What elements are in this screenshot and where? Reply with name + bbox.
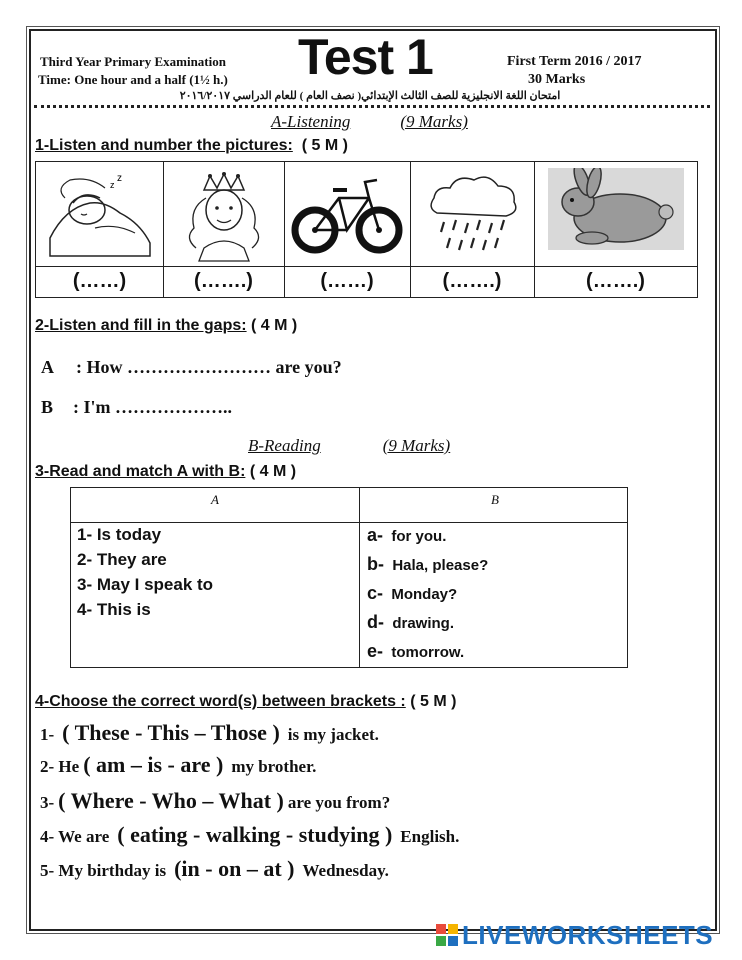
match-b-item-c: c- Monday? <box>367 583 458 603</box>
liveworksheets-mark-icon <box>436 924 458 946</box>
picture-cell-3 <box>284 162 411 297</box>
match-table <box>70 487 628 668</box>
blank-1[interactable]: (……) <box>72 270 127 292</box>
test-title: Test 1 <box>298 29 433 85</box>
total-marks: 30 Marks <box>528 72 586 87</box>
section-reading-title: B-Reading (9 Marks) <box>248 436 451 455</box>
q4-heading: 4-Choose the correct word(s) between brackets : ( 5 M ) <box>35 693 457 710</box>
blank-5[interactable]: (…….) <box>586 270 645 292</box>
svg-text:z: z <box>116 173 122 184</box>
match-a-item-2: 2- They are <box>77 550 167 569</box>
picture-cell-2 <box>163 162 285 297</box>
match-b-item-b: b- Hala, please? <box>367 554 489 574</box>
match-b-item-d: d- drawing. <box>367 612 455 632</box>
svg-text:z: z <box>109 180 114 190</box>
rain-cloud-icon <box>422 168 522 258</box>
blank-2[interactable]: (…….) <box>194 270 253 292</box>
blank-4[interactable]: (…….) <box>442 270 502 292</box>
arabic-header: امتحان اللغة الانجليزية للصف الثالث الإبتدائي( نصف العام ) للعام الدراسي ٢٠١٦/٢٠١٧ <box>179 90 561 102</box>
blank-3[interactable]: (……) <box>320 270 374 292</box>
choose-item-2[interactable]: 2- He ( am – is - are ) my brother. <box>40 752 317 777</box>
princess-crown-icon <box>174 168 274 263</box>
fill-line-b[interactable]: B : I'm ……………….. <box>41 397 233 417</box>
liveworksheets-logo <box>436 919 714 950</box>
choose-item-1[interactable]: 1- ( These - This – Those ) is my jacket. <box>40 720 379 745</box>
pictures-table <box>35 161 698 298</box>
sleeping-child-icon <box>45 168 155 258</box>
q1-heading: 1-Listen and number the pictures: ( 5 M ) <box>35 137 348 154</box>
bicycle-icon <box>291 168 403 258</box>
match-a-item-1: 1- Is today <box>77 525 162 544</box>
q3-heading: 3-Read and match A with B: ( 4 M ) <box>35 463 297 480</box>
match-b-item-a: a- for you. <box>367 525 447 545</box>
choose-item-4[interactable]: 4- We are ( eating - walking - studying ) English. <box>40 822 460 847</box>
choose-item-5[interactable]: 5- My birthday is (in - on – at ) Wednesday. <box>40 856 389 881</box>
col-a-header: A <box>211 492 219 507</box>
choose-item-3[interactable]: 3- ( Where - Who – What ) are you from? <box>40 788 391 813</box>
term: First Term 2016 / 2017 <box>507 54 642 69</box>
logo-text: LIVEWORKSHEETS <box>462 919 714 950</box>
rabbit-icon <box>548 168 684 250</box>
q2-heading: 2-Listen and fill in the gaps: ( 4 M ) <box>35 317 298 334</box>
exam-time: Time: One hour and a half (1½ h.) <box>38 72 228 87</box>
picture-cell-5 <box>534 162 697 297</box>
col-b-header: B <box>491 492 499 507</box>
exam-name: Third Year Primary Examination <box>40 54 226 69</box>
section-listening-title: A-Listening (9 Marks) <box>271 112 468 131</box>
picture-cell-4 <box>410 162 535 297</box>
match-b-item-e: e- tomorrow. <box>367 641 465 661</box>
match-a-item-3: 3- May I speak to <box>77 575 214 594</box>
picture-cell-1 <box>36 162 164 297</box>
match-a-item-4: 4- This is <box>77 600 151 619</box>
fill-line-a[interactable]: A : How …………………… are you? <box>41 357 342 377</box>
divider <box>34 105 710 108</box>
